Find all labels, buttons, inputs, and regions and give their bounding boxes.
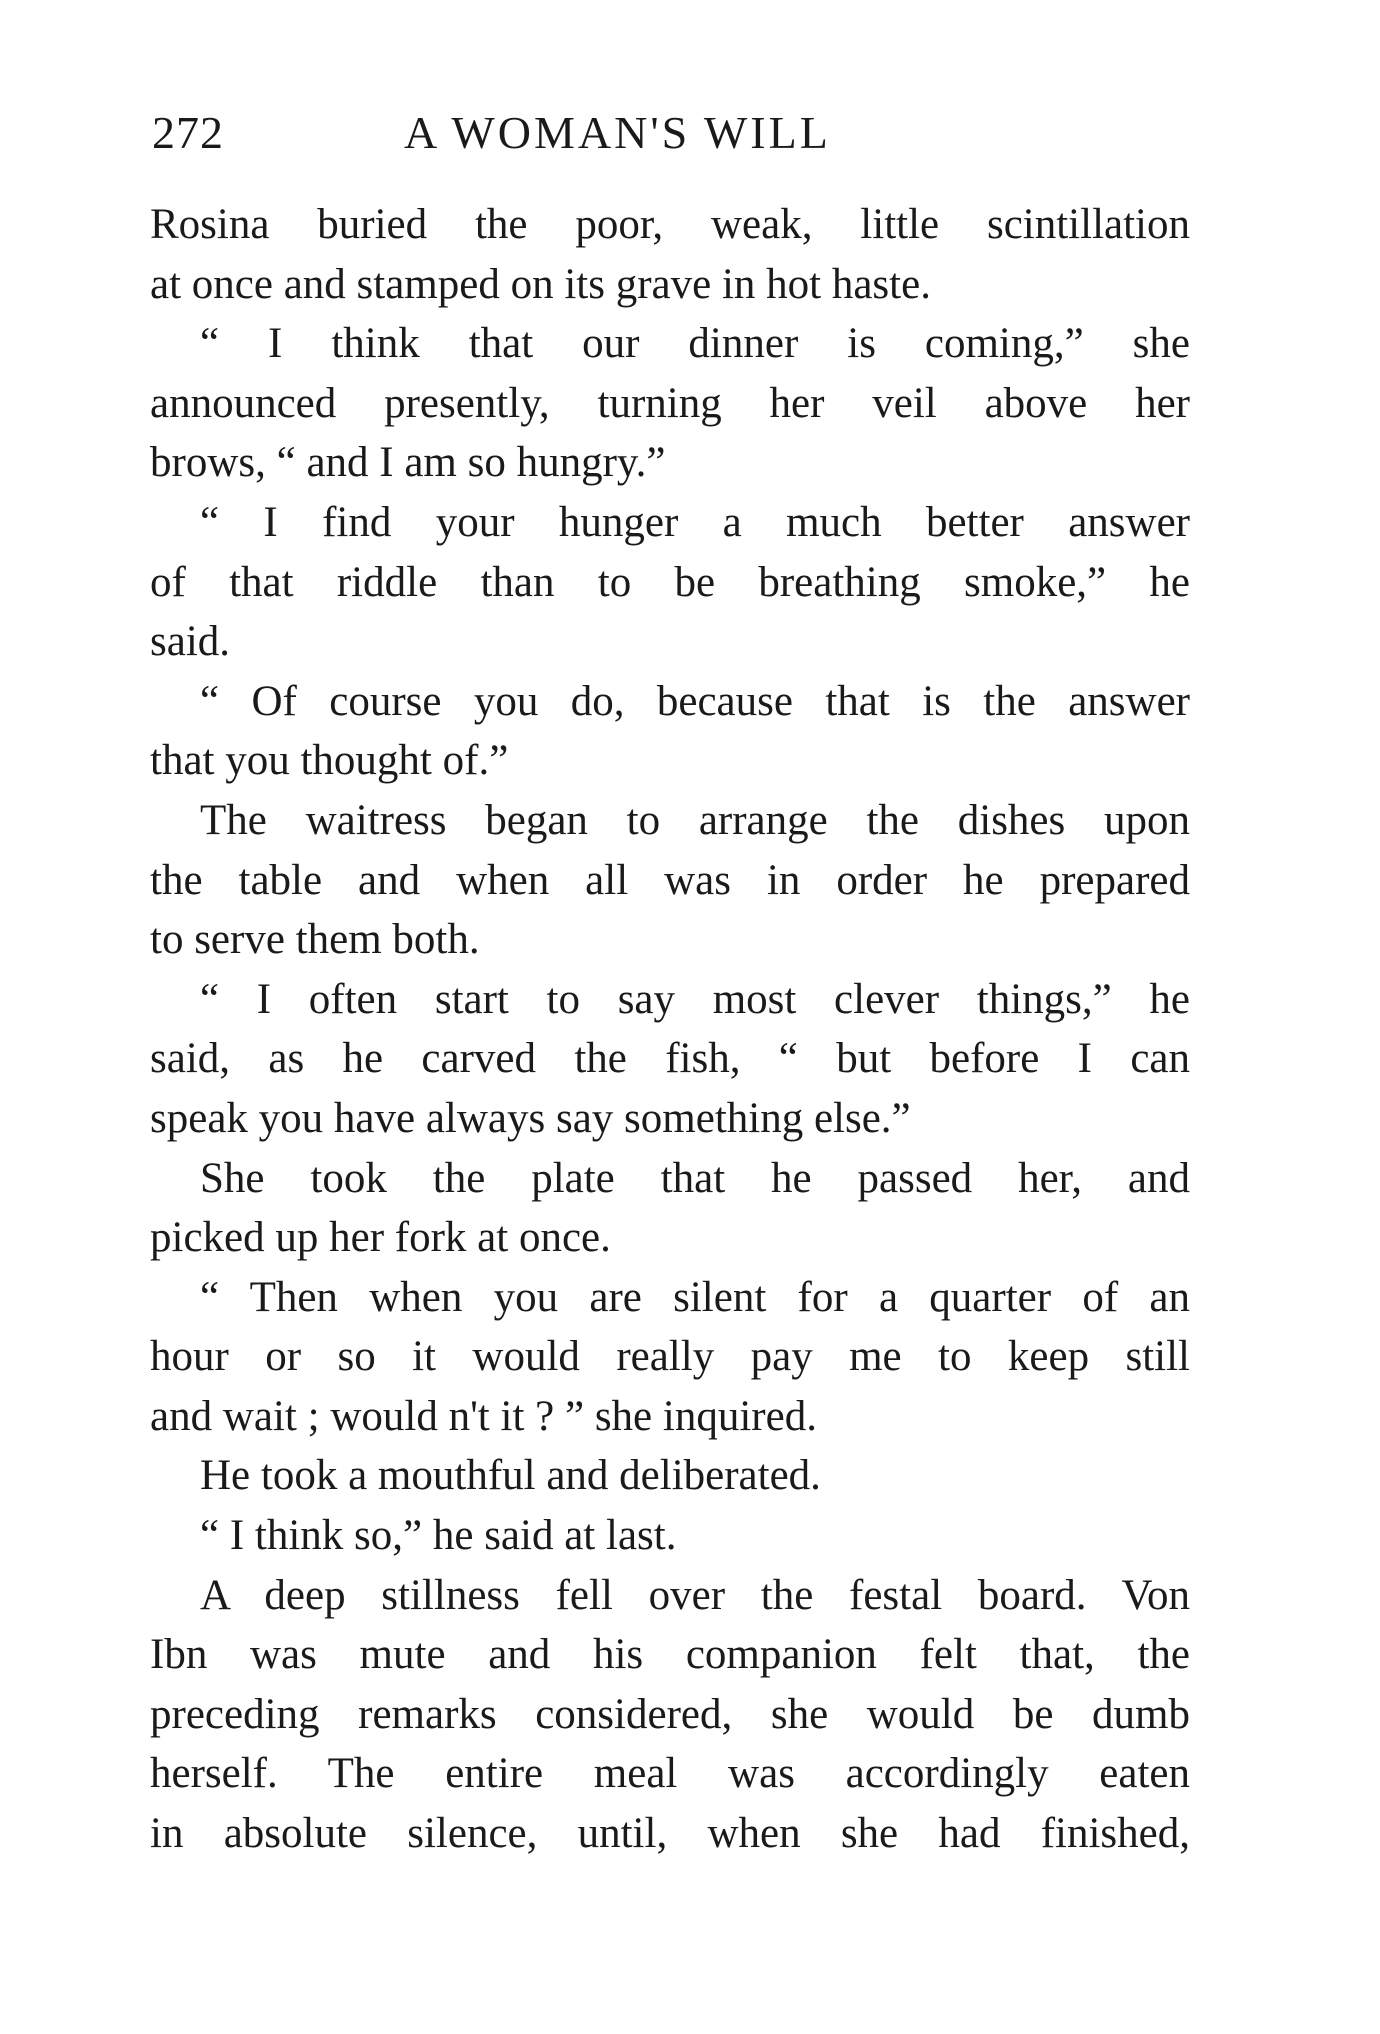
- text-line: preceding remarks considered, she would be dumb: [150, 1690, 1190, 1738]
- text-line: “ I often start to say most clever things,” he: [200, 975, 1190, 1023]
- text-line: said.: [150, 618, 231, 666]
- page-header: [152, 98, 1187, 168]
- text-line: “ I find your hunger a much better answer: [200, 498, 1190, 546]
- text-line: and wait ; would n't it ? ” she inquired.: [150, 1392, 817, 1440]
- text-line: Ibn was mute and his companion felt that, the: [150, 1631, 1190, 1679]
- text-line: that you thought of.”: [150, 737, 509, 785]
- page-number: 272: [152, 107, 224, 158]
- text-line: “ Of course you do, because that is the answer: [200, 677, 1190, 725]
- text-line: Rosina buried the poor, weak, little scintillation: [150, 201, 1190, 248]
- text-line: The waitress began to arrange the dishes upon: [200, 796, 1190, 844]
- text-line: “ I think so,” he said at last.: [200, 1512, 677, 1560]
- text-line: speak you have always say something else.”: [150, 1094, 911, 1142]
- text-line: said, as he carved the fish, “ but before I can: [150, 1035, 1190, 1083]
- text-line: “ I think that our dinner is coming,” she: [200, 320, 1190, 368]
- text-line: He took a mouthful and deliberated.: [200, 1452, 821, 1500]
- text-line: in absolute silence, until, when she had finished,: [150, 1810, 1190, 1858]
- running-title: A WOMAN'S WILL: [404, 107, 831, 158]
- body-text: [150, 195, 1190, 1864]
- text-line: “ Then when you are silent for a quarter of an: [200, 1273, 1190, 1321]
- text-line: hour or so it would really pay me to keep still: [150, 1333, 1190, 1381]
- text-line: to serve them both.: [150, 916, 480, 964]
- text-line: herself. The entire meal was accordingly eaten: [150, 1750, 1190, 1798]
- text-line: picked up her fork at once.: [150, 1214, 611, 1262]
- text-line: A deep stillness fell over the festal board. Von: [200, 1571, 1190, 1619]
- text-line: of that riddle than to be breathing smoke,” he: [150, 558, 1190, 606]
- text-line: the table and when all was in order he prepared: [150, 856, 1190, 904]
- text-line: She took the plate that he passed her, and: [200, 1154, 1190, 1202]
- text-line: at once and stamped on its grave in hot haste.: [150, 260, 931, 308]
- text-line: announced presently, turning her veil above her: [150, 379, 1190, 427]
- text-line: brows, “ and I am so hungry.”: [150, 439, 666, 487]
